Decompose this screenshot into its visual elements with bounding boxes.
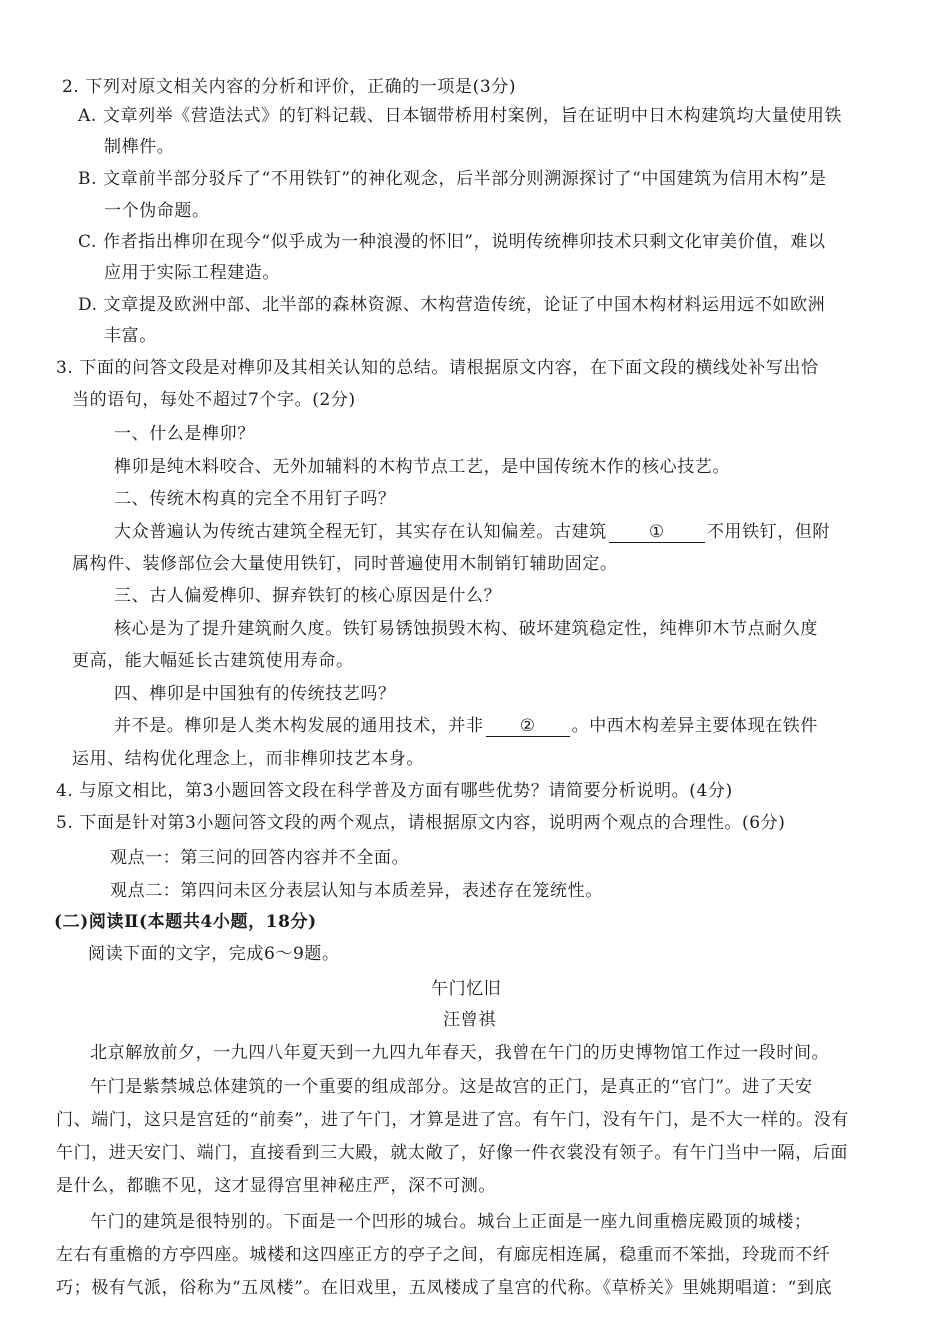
q3-section4-answer-line1 <box>114 711 818 737</box>
q3-section2-answer-line2: 属构件、装修部位会大量使用铁钉，同时普遍使用木制销钉辅助固定。 <box>72 554 618 574</box>
q2-stem: 2. 下列对原文相关内容的分析和评价，正确的一项是(3分) <box>62 77 517 97</box>
q2-option-b-line2: 一个伪命题。 <box>104 201 210 221</box>
paragraph-2-line4: 是什么，都瞧不见，这才显得宫里神秘庄严，深不可测。 <box>56 1176 496 1196</box>
q3-section1-answer: 榫卯是纯木料咬合、无外加辅料的木构节点工艺，是中国传统木作的核心技艺。 <box>114 457 730 477</box>
section2-instruction: 阅读下面的文字，完成6～9题。 <box>88 944 340 964</box>
q3-section4-answer-pre: 并不是。榫卯是人类木构发展的通用技术，并非 <box>114 716 484 736</box>
q3-section3-answer-line2: 更高，能大幅延长古建筑使用寿命。 <box>72 651 354 671</box>
q2-option-a-line2: 制榫件。 <box>104 137 175 157</box>
q3-section4-answer-line2: 运用、结构优化理念上，而非榫卯技艺本身。 <box>72 749 424 769</box>
q3-section2-question: 二、传统木构真的完全不用钉子吗？ <box>114 489 396 509</box>
paragraph-2-line1: 午门是紫禁城总体建筑的一个重要的组成部分。这是故宫的正门，是真正的“官门”。进了天安 <box>90 1077 813 1097</box>
paragraph-3-line1: 午门的建筑是很特别的。下面是一个凹形的城台。城台上正面是一座九间重檐庑殿顶的城楼； <box>90 1212 812 1232</box>
blank-2[interactable]: ② <box>486 718 570 737</box>
q2-option-a-line1: A. 文章列举《营造法式》的钉料记载、日本锢带桥用村案例，旨在证明中日木构建筑均大量使用铁 <box>78 106 843 126</box>
paragraph-3-line3: 巧；极有气派，俗称为“五凤楼”。在旧戏里，五凤楼成了皇宫的代称。《草桥关》里姚期唱道：“到底 <box>56 1278 833 1298</box>
blank-1[interactable]: ① <box>609 524 705 543</box>
q4-stem: 4. 与原文相比，第3小题回答文段在科学普及方面有哪些优势？请简要分析说明。(4分) <box>56 781 733 801</box>
q5-stem: 5. 下面是针对第3小题问答文段的两个观点，请根据原文内容，说明两个观点的合理性。(6分) <box>56 813 786 833</box>
q3-section3-answer-line1: 核心是为了提升建筑耐久度。铁钉易锈蚀损毁木构、破坏建筑稳定性，纯榫卯木节点耐久度 <box>114 619 818 639</box>
q3-section3-question: 三、古人偏爱榫卯、摒弃铁钉的核心原因是什么？ <box>114 586 502 606</box>
q2-option-c-line2: 应用于实际工程建造。 <box>104 263 280 283</box>
paragraph-3-line2: 左右有重檐的方亭四座。城楼和这四座正方的亭子之间，有廊庑相连属，稳重而不笨拙，玲珑而不纤 <box>56 1245 831 1265</box>
paragraph-2-line3: 午门，进天安门、端门，直接看到三大殿，就太敞了，好像一件衣裳没有领子。有午门当中一隔，后面 <box>56 1143 848 1163</box>
q2-option-d-line2: 丰富。 <box>104 326 157 346</box>
q3-stem-line1: 3. 下面的问答文段是对榫卯及其相关认知的总结。请根据原文内容，在下面文段的横线处补写出恰 <box>56 358 819 378</box>
q5-view2: 观点二：第四问未区分表层认知与本质差异，表述存在笼统性。 <box>110 881 603 901</box>
q3-section4-question: 四、榫卯是中国独有的传统技艺吗？ <box>114 684 396 704</box>
paragraph-2-line2: 门、端门，这只是宫廷的“前奏”，进了午门，才算是进了宫。有午门，没有午门，是不大一样的。没有 <box>56 1110 849 1130</box>
q2-option-c-line1: C. 作者指出榫卯在现今“似乎成为一种浪漫的怀旧”，说明传统榫卯技术只剩文化审美价值，难以 <box>78 232 826 252</box>
q3-section2-answer-line1 <box>114 517 830 543</box>
q2-option-d-line1: D. 文章提及欧洲中部、北半部的森林资源、木构营造传统，论证了中国木构材料运用远不如欧洲 <box>78 295 826 315</box>
q3-stem-line2: 当的语句，每处不超过7个字。(2分) <box>72 390 356 410</box>
q3-section4-answer-post: 。中西木构差异主要体现在铁件 <box>571 716 819 736</box>
q3-section1-question: 一、什么是榫卯？ <box>114 424 255 444</box>
article-title: 午门忆旧 <box>431 979 502 999</box>
q5-view1: 观点一：第三问的回答内容并不全面。 <box>110 848 410 868</box>
q2-option-b-line1: B. 文章前半部分驳斥了“不用铁钉”的神化观念，后半部分则溯源探讨了“中国建筑为信用木构”是 <box>78 169 827 189</box>
paragraph-1: 北京解放前夕，一九四八年夏天到一九四九年春天，我曾在午门的历史博物馆工作过一段时间。 <box>90 1043 830 1063</box>
article-author: 汪曾祺 <box>443 1010 496 1030</box>
section2-heading: (二)阅读Ⅱ(本题共4小题，18分) <box>54 912 317 932</box>
q3-section2-answer-pre: 大众普遍认为传统古建筑全程无钉，其实存在认知偏差。古建筑 <box>114 522 607 542</box>
q3-section2-answer-post: 不用铁钉，但附 <box>706 522 831 542</box>
